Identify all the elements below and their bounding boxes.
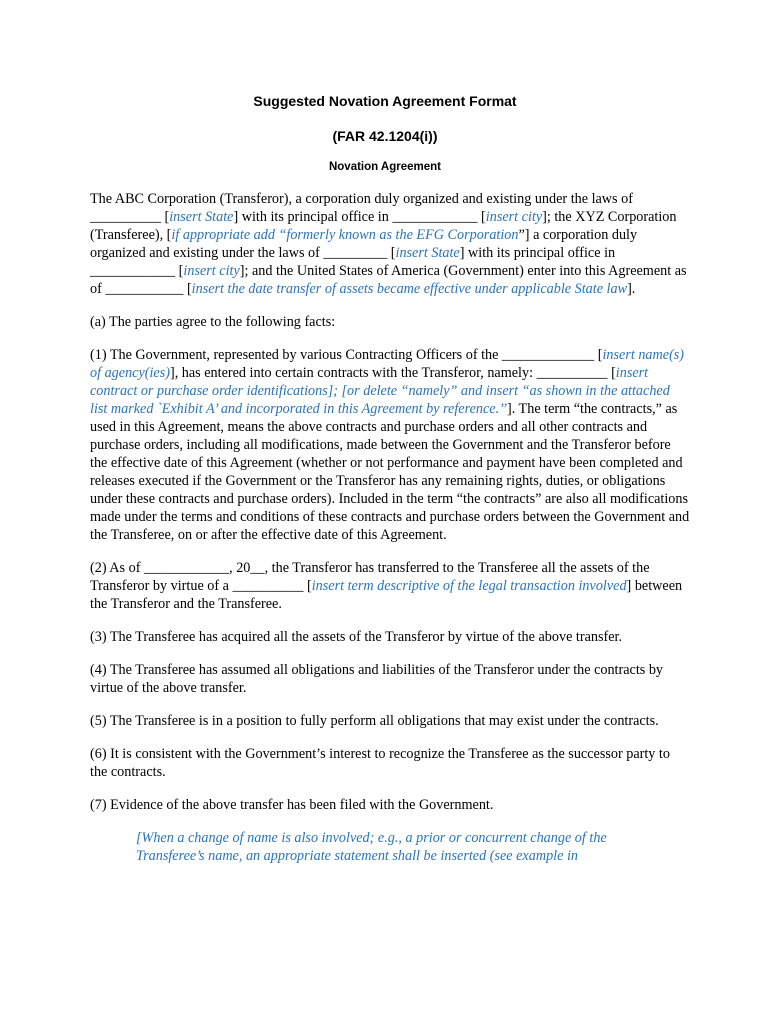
far-reference: (FAR 42.1204(i)) bbox=[332, 128, 438, 144]
fact-1 bbox=[90, 346, 690, 544]
fact-text: ] between the Transferor and the Transferee. bbox=[90, 578, 683, 612]
intro-text: ] with its principal office in ____________ [ bbox=[90, 245, 616, 279]
placeholder-city: insert city bbox=[183, 263, 240, 279]
agreement-body bbox=[90, 190, 690, 880]
intro-text: ”] a corporation duly organized and existing under the laws of _________ [ bbox=[90, 227, 638, 261]
fact-5: (5) The Transferee is in a position to fully perform all obligations that may exist under the contracts. bbox=[90, 713, 659, 729]
name-change-note: [When a change of name is also involved; e.g., a prior or concurrent change of the Transferee’s name, an appropriate statement shall be inserted (see example in bbox=[136, 830, 607, 864]
fact-7: (7) Evidence of the above transfer has been filed with the Government. bbox=[90, 797, 494, 813]
intro-text: The ABC Corporation (Transferor), a corporation duly organized and existing under the laws of __________ [ bbox=[90, 191, 633, 225]
placeholder-date: insert the date transfer of assets became effective under applicable State law bbox=[191, 281, 628, 297]
fact-text: (1) The Government, represented by various Contracting Officers of the _____________ [ bbox=[90, 347, 603, 363]
placeholder-contracts: insert contract or purchase order identifications]; [or delete “namely” and insert “as shown in the attached list marked `Exhibit A’ and incorporated in this Agreement by reference.’’ bbox=[90, 365, 670, 417]
placeholder-state: insert State bbox=[395, 245, 460, 261]
placeholder-city: insert city bbox=[485, 209, 543, 225]
fact-text: ]. The term “the contracts,” as used in this Agreement, means the above contracts and purchase orders and all other contracts and purchase orders, including all modifications, made between the Government and the Transferor before the effective date of this Agreement (whether or not performance and payment have been completed and releases executed if the Government or the Transferor has any remaining rights, duties, or obligations under these contracts and purchase orders). Included in the term “the contracts” are also all modifications made under the terms and conditions of these contracts and purchase orders between the Government and the Transferee, on or after the effective date of this Agreement. bbox=[90, 401, 690, 543]
fact-text: (2) As of ____________, 20__, the Transferor has transferred to the Transferee all the assets of the Transferor by virtue of a __________ [ bbox=[90, 560, 650, 594]
intro-text: ]; the XYZ Corporation (Transferee), [ bbox=[90, 209, 677, 243]
fact-3: (3) The Transferee has acquired all the assets of the Transferor by virtue of the above transfer. bbox=[90, 629, 623, 645]
agreement-subtitle: Novation Agreement bbox=[328, 161, 442, 173]
facts-intro: (a) The parties agree to the following facts: bbox=[90, 314, 336, 330]
fact-2 bbox=[90, 559, 690, 613]
placeholder-transaction: insert term descriptive of the legal transaction involved bbox=[311, 578, 627, 594]
intro-text: ]. bbox=[627, 281, 636, 297]
fact-6: (6) It is consistent with the Government’s interest to recognize the Transferee as the successor party to the contracts. bbox=[90, 746, 670, 780]
fact-text: ], has entered into certain contracts with the Transferor, namely: __________ [ bbox=[169, 365, 616, 381]
document-title: Suggested Novation Agreement Format bbox=[253, 93, 517, 109]
intro-text: ]; and the United States of America (Government) enter into this Agreement as of ___________ [ bbox=[90, 263, 687, 297]
placeholder-former-name: if appropriate add “formerly known as the EFG Corporation bbox=[171, 227, 519, 243]
placeholder-state: insert State bbox=[169, 209, 234, 225]
fact-4: (4) The Transferee has assumed all obligations and liabilities of the Transferor under the contracts by virtue of the above transfer. bbox=[90, 662, 664, 696]
placeholder-agency: insert name(s) of agency(ies) bbox=[90, 347, 685, 381]
intro-text: ] with its principal office in ____________ [ bbox=[233, 209, 486, 225]
intro-paragraph bbox=[90, 190, 690, 298]
